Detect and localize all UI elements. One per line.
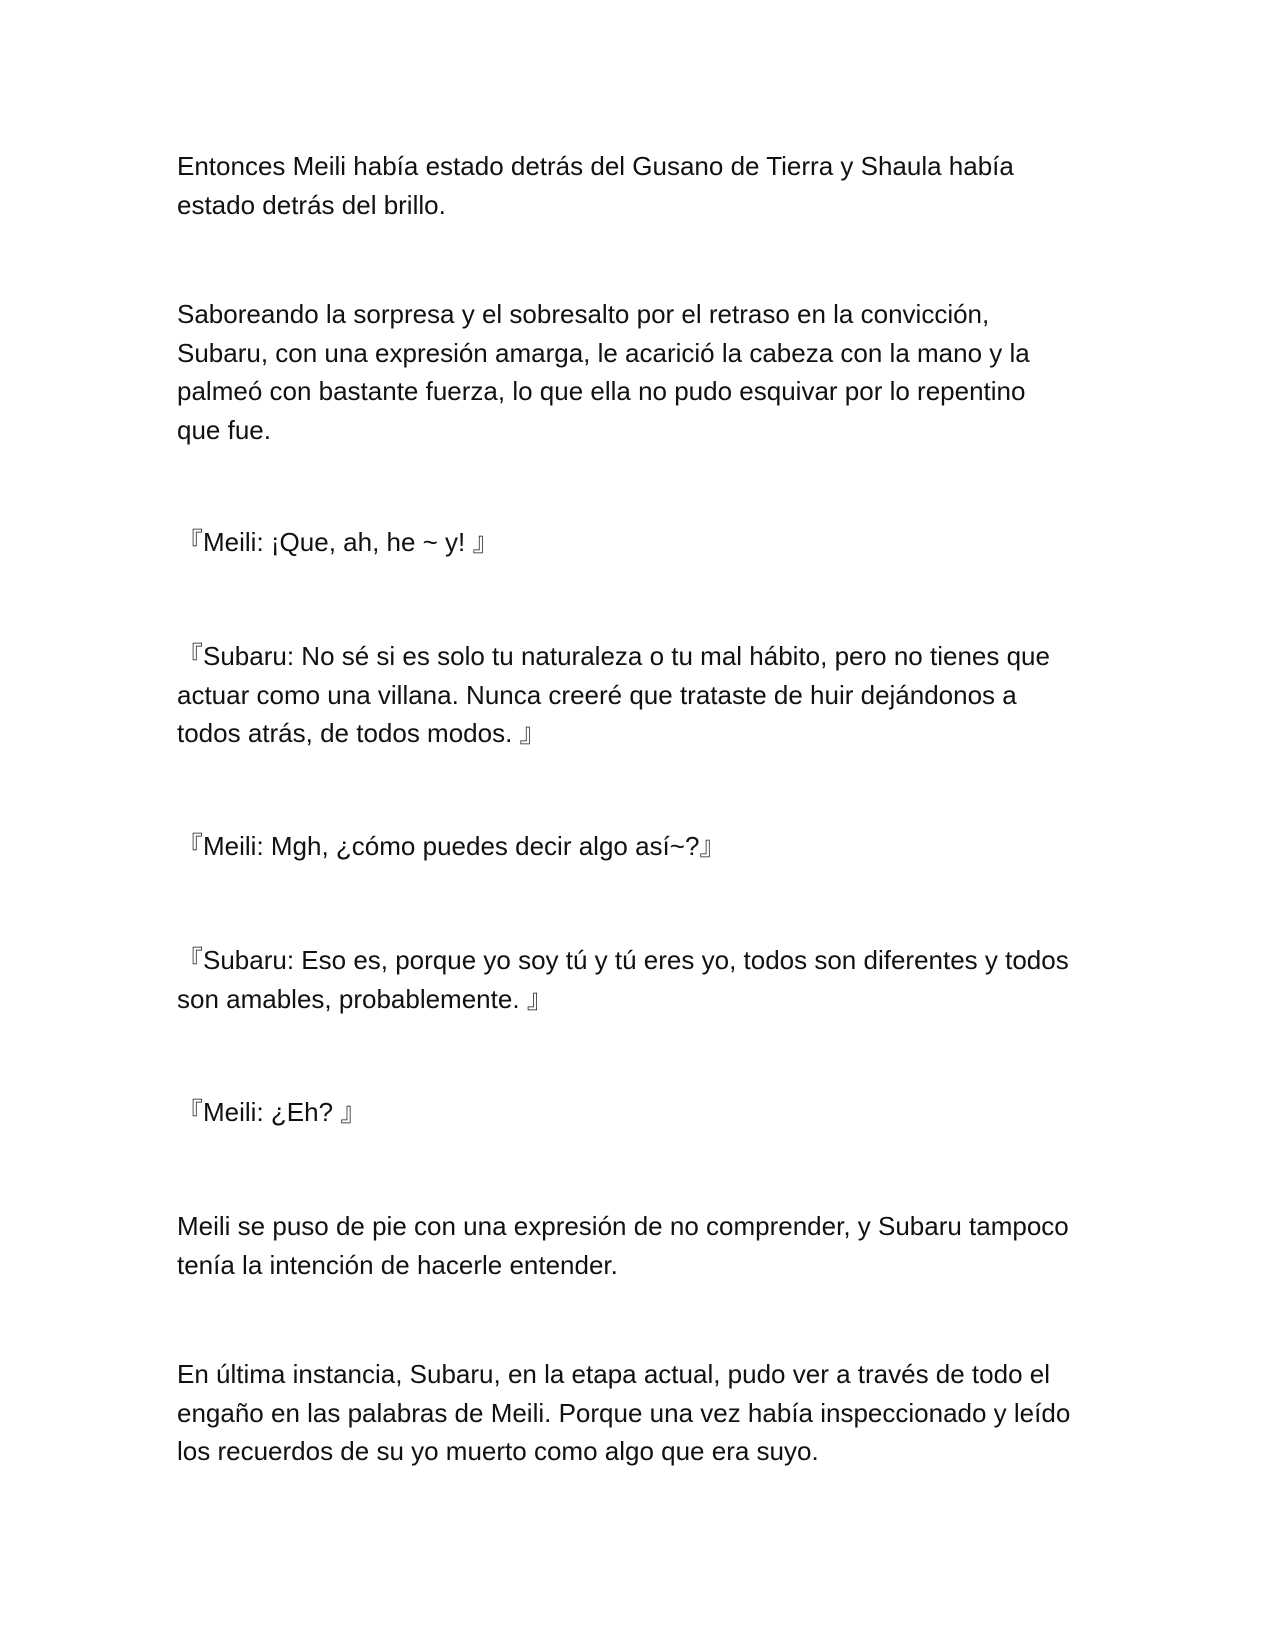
- dialogue-line-meili: 『Meili: ¡Que, ah, he ~ y! 』: [177, 527, 499, 557]
- dialogue-line-subaru: 『Subaru: No sé si es solo tu naturaleza o tu mal hábito, pero no tienes que actuar como una villana. Nunca creeré que trataste de huir dejándonos a todos atrás, de todos modos. 』: [177, 641, 1050, 748]
- dialogue-line-meili: 『Meili: ¿Eh? 』: [177, 1097, 367, 1127]
- narration-paragraph: Meili se puso de pie con una expresión de no comprender, y Subaru tampoco tenía la intención de hacerle entender.: [177, 1211, 1069, 1280]
- narration-paragraph: Saboreando la sorpresa y el sobresalto por el retraso en la convicción, Subaru, con una expresión amarga, le acarició la cabeza con la mano y la palmeó con bastante fuerza, lo que ella no pudo esquivar por lo repentino que fue.: [177, 299, 1030, 445]
- narration-paragraph: En última instancia, Subaru, en la etapa actual, pudo ver a través de todo el engaño en las palabras de Meili. Porque una vez había inspeccionado y leído los recuerdos de su yo muerto como algo que era suyo.: [177, 1359, 1071, 1466]
- dialogue-line-meili: 『Meili: Mgh, ¿cómo puedes decir algo así~?』: [177, 831, 726, 861]
- narration-paragraph: Entonces Meili había estado detrás del Gusano de Tierra y Shaula había estado detrás del brillo.: [177, 151, 1014, 220]
- dialogue-line-subaru: 『Subaru: Eso es, porque yo soy tú y tú eres yo, todos son diferentes y todos son amables, probablemente. 』: [177, 945, 1069, 1014]
